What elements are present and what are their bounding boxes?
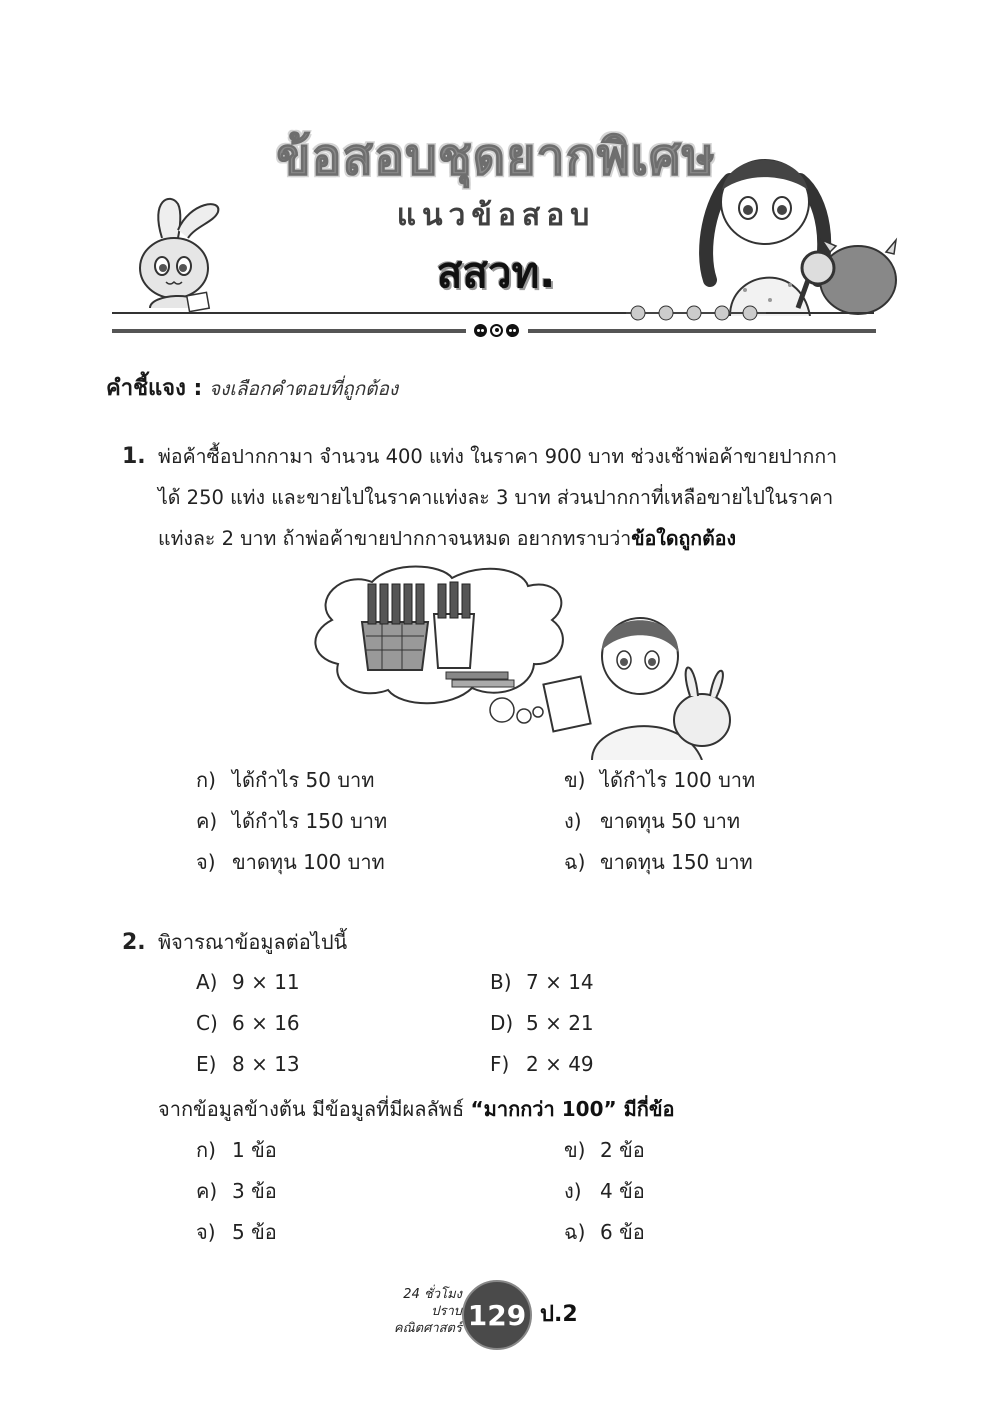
data-item: A) 9 × 11: [196, 970, 300, 994]
choice-option[interactable]: ฉ) 6 ข้อ: [564, 1220, 645, 1244]
question-line: ได้ 250 แท่ง และขายไปในราคาแท่งละ 3 บาท ส่วนปากกาที่เหลือขายไปในราคา: [158, 486, 834, 509]
instruction-label: คำชี้แจง :: [106, 376, 203, 401]
page-title: ข้อสอบชุดยากพิเศษ: [276, 128, 716, 186]
merchant-thinking-illustration: [302, 560, 742, 760]
divider-right: [528, 329, 876, 333]
grade-label: ป.2: [540, 1302, 578, 1327]
question-emphasis: มีกี่ข้อ: [616, 1097, 675, 1121]
ladybug-row-decoration: [626, 304, 766, 322]
rabbit-mascot-illustration: [130, 190, 230, 314]
girl-with-magnifier-illustration: [690, 140, 900, 316]
choice-option[interactable]: จ) ขาดทุน 100 บาท: [196, 850, 385, 874]
choice-option[interactable]: ก) ได้กำไร 50 บาท: [196, 768, 375, 792]
instruction: [106, 370, 398, 405]
choice-option[interactable]: ก) 1 ข้อ: [196, 1138, 277, 1162]
book-title: 24 ชั่วโมง ปราบ คณิตศาสตร์: [393, 1287, 462, 1336]
question-number: 2.: [122, 930, 146, 955]
divider-left: [112, 329, 466, 333]
choice-option[interactable]: ค) ได้กำไร 150 บาท: [196, 809, 388, 833]
choice-option[interactable]: ข) ได้กำไร 100 บาท: [564, 768, 756, 792]
choice-option[interactable]: ข) 2 ข้อ: [564, 1138, 645, 1162]
question-emphasis: “มากกว่า 100”: [470, 1097, 617, 1121]
data-item: E) 8 × 13: [196, 1052, 300, 1076]
data-item: B) 7 × 14: [490, 970, 594, 994]
choice-option[interactable]: ค) 3 ข้อ: [196, 1179, 277, 1203]
dot-ornament: [490, 324, 503, 337]
divider-dots-ornament: [474, 321, 522, 339]
question-line: พ่อค้าซื้อปากกามา จำนวน 400 แท่ง ในราคา 900 บาท ช่วงเช้าพ่อค้าขายปากกา: [158, 445, 838, 468]
choice-option[interactable]: จ) 5 ข้อ: [196, 1220, 277, 1244]
question-number: 1.: [122, 444, 146, 469]
data-item: C) 6 × 16: [196, 1011, 300, 1035]
page-number-badge: 129: [462, 1280, 532, 1350]
instruction-text: จงเลือกคำตอบที่ถูกต้อง: [208, 378, 399, 400]
question-prompt: พิจารณาข้อมูลต่อไปนี้: [158, 930, 348, 954]
question-2-header: [122, 926, 347, 958]
choice-option[interactable]: ง) 4 ข้อ: [564, 1179, 645, 1203]
exam-tag: สสวท.: [436, 248, 556, 297]
page-subtitle: แนวข้อสอบ: [396, 198, 596, 233]
data-item: F) 2 × 49: [490, 1052, 594, 1076]
question-1: [122, 436, 902, 550]
question-line: แท่งละ 2 บาท ถ้าพ่อค้าขายปากกาจนหมด อยากทราบว่าข้อใดถูกต้อง: [158, 527, 736, 550]
choice-option[interactable]: ง) ขาดทุน 50 บาท: [564, 809, 741, 833]
question-2-ask: จากข้อมูลข้างต้น มีข้อมูลที่มีผลลัพธ์ “มากกว่า 100” มีกี่ข้อ: [158, 1097, 675, 1121]
dot-ornament: [474, 324, 487, 337]
dot-ornament: [506, 324, 519, 337]
data-item: D) 5 × 21: [490, 1011, 594, 1035]
question-emphasis: ข้อใดถูกต้อง: [631, 527, 736, 550]
choice-option[interactable]: ฉ) ขาดทุน 150 บาท: [564, 850, 753, 874]
